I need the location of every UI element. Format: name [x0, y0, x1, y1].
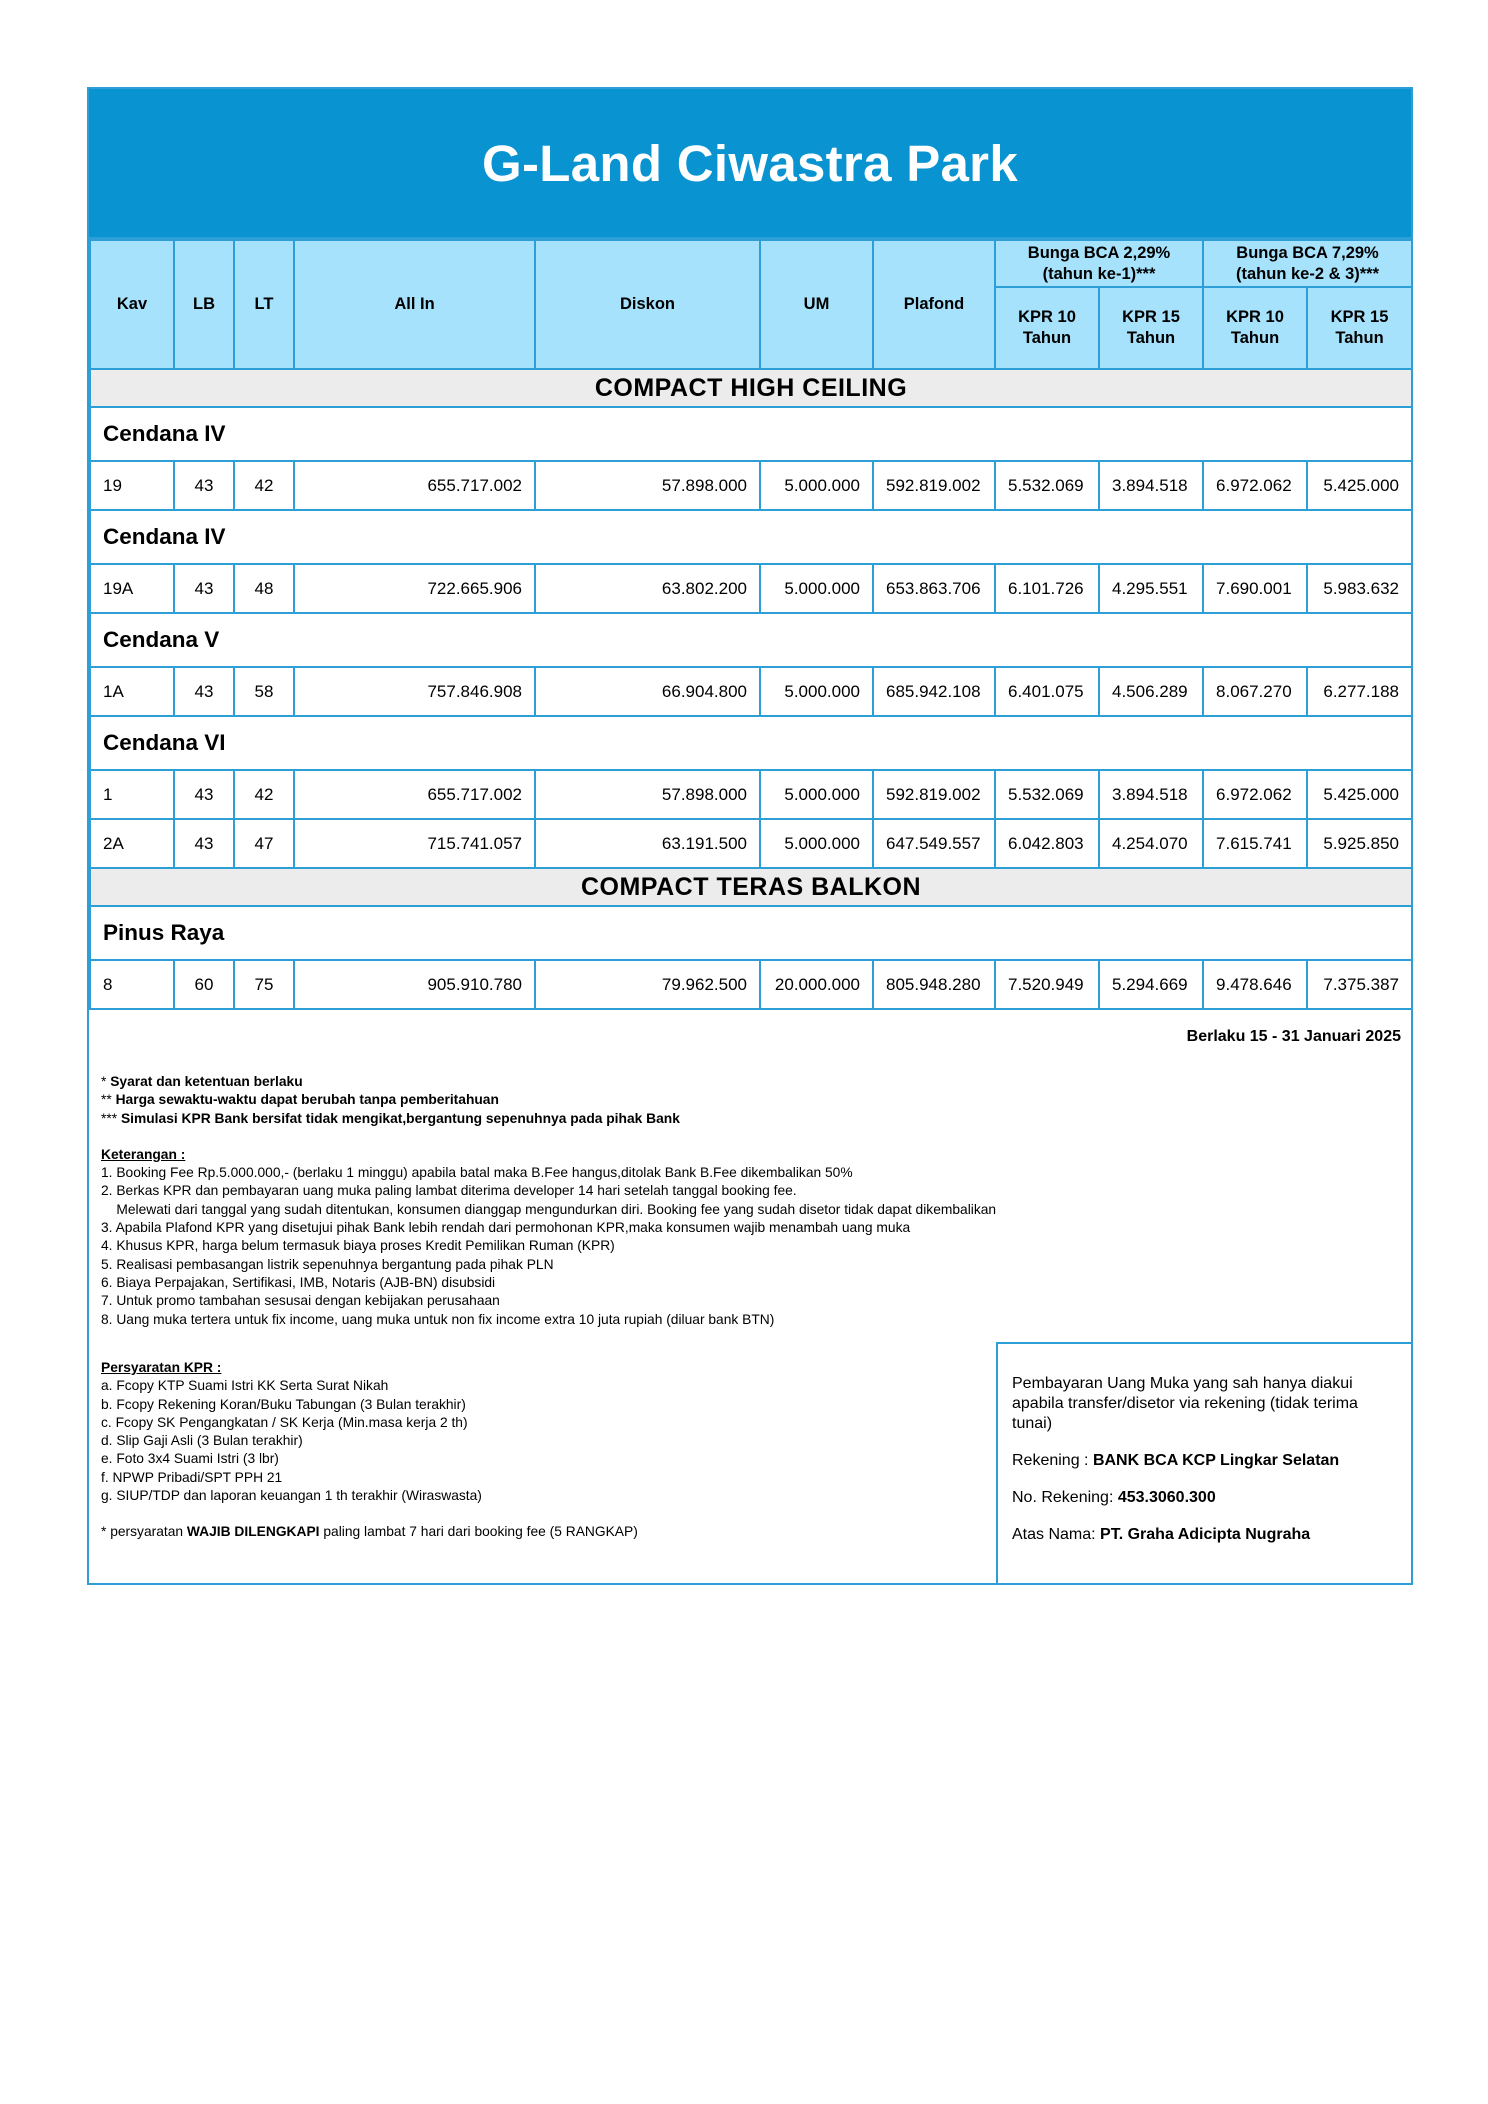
- cluster-row: [90, 906, 1412, 960]
- payment-intro: Pembayaran Uang Muka yang sah hanya diakui apabila transfer/disetor via rekening (tidak terima tunai): [1012, 1375, 1358, 1432]
- cell-diskon: 63.191.500: [535, 819, 760, 868]
- cell-um: 5.000.000: [760, 461, 873, 510]
- payment-bank-label: Rekening :: [1012, 1452, 1093, 1469]
- cell-plafond: 805.948.280: [873, 960, 995, 1009]
- cell-kpr10-a: 7.520.949: [995, 960, 1099, 1009]
- cell-lt: 47: [234, 819, 294, 868]
- header-bunga-2-rate: Bunga BCA 7,29%: [1236, 243, 1379, 262]
- cell-diskon: 57.898.000: [535, 461, 760, 510]
- disclaimer-1: [101, 1073, 1201, 1091]
- header-bunga-1: [995, 240, 1203, 287]
- header-kpr15-a: [1099, 287, 1203, 369]
- cell-kav: 19: [90, 461, 174, 510]
- cell-um: 5.000.000: [760, 564, 873, 613]
- table-row: [90, 819, 1412, 868]
- keterangan-item: 7. Untuk promo tambahan sesusai dengan kebijakan perusahaan: [101, 1293, 500, 1309]
- keterangan-item: 2. Berkas KPR dan pembayaran uang muka paling lambat diterima developer 14 hari setelah tanggal booking fee.: [101, 1183, 797, 1199]
- header-kpr10-a: [995, 287, 1099, 369]
- header-bunga-1-period: (tahun ke-1)***: [1042, 264, 1156, 283]
- cluster-row: [90, 613, 1412, 667]
- cell-kav: 1A: [90, 667, 174, 716]
- cell-lt: 42: [234, 770, 294, 819]
- cell-kpr10-b: 7.615.741: [1203, 819, 1307, 868]
- disclaimer-1-mark: *: [101, 1074, 111, 1089]
- cell-kpr10-b: 6.972.062: [1203, 461, 1307, 510]
- cell-kpr15-a: 5.294.669: [1099, 960, 1203, 1009]
- header-kpr15-a-label: KPR 15: [1122, 308, 1180, 326]
- cell-um: 5.000.000: [760, 819, 873, 868]
- cell-diskon: 57.898.000: [535, 770, 760, 819]
- header-bunga-1-rate: Bunga BCA 2,29%: [1027, 243, 1171, 262]
- cluster-row: [90, 407, 1412, 461]
- cell-lb: 60: [174, 960, 234, 1009]
- persyaratan-item: f. NPWP Pribadi/SPT PPH 21: [101, 1469, 283, 1485]
- keterangan-item: 8. Uang muka tertera untuk fix income, uang muka untuk non fix income extra 10 juta rupiah (diluar bank BTN): [101, 1311, 775, 1327]
- header-diskon: Diskon: [535, 240, 760, 369]
- header-bunga-2-period: (tahun ke-2 & 3)***: [1236, 264, 1380, 283]
- header-kpr10-b: [1203, 287, 1307, 369]
- cell-um: 5.000.000: [760, 770, 873, 819]
- header-kav: Kav: [90, 240, 174, 369]
- keterangan-item: 4. Khusus KPR, harga belum termasuk biaya proses Kredit Pemilikan Ruman (KPR): [101, 1238, 615, 1254]
- disclaimer-3-text: Simulasi KPR Bank bersifat tidak mengikat,bergantung sepenuhnya pada pihak Bank: [120, 1110, 680, 1126]
- section-row: [90, 369, 1412, 407]
- persyaratan-note: [101, 1523, 981, 1541]
- table-row: [90, 461, 1412, 510]
- header-um: UM: [760, 240, 873, 369]
- cell-kpr10-a: 6.101.726: [995, 564, 1099, 613]
- persyaratan-item: b. Fcopy Rekening Koran/Buku Tabungan (3 Bulan terakhir): [101, 1396, 466, 1412]
- cluster-row: [90, 716, 1412, 770]
- header-kpr15-b-unit: Tahun: [1335, 329, 1384, 347]
- cell-plafond: 685.942.108: [873, 667, 995, 716]
- header-kpr10-b-label: KPR 10: [1226, 308, 1284, 326]
- cell-kpr15-b: 5.425.000: [1307, 770, 1412, 819]
- header-kpr10-a-label: KPR 10: [1018, 308, 1076, 326]
- price-table-body: [90, 369, 1412, 1009]
- cell-kpr10-a: 5.532.069: [995, 770, 1099, 819]
- cell-lt: 58: [234, 667, 294, 716]
- cell-kpr10-a: 6.042.803: [995, 819, 1099, 868]
- price-list-sheet: [87, 87, 1413, 1585]
- section-row: [90, 868, 1412, 906]
- cell-all-in: 905.910.780: [294, 960, 535, 1009]
- cell-kpr15-a: 4.254.070: [1099, 819, 1203, 868]
- payment-account-label: No. Rekening:: [1012, 1489, 1118, 1506]
- cell-lb: 43: [174, 564, 234, 613]
- persyaratan-note-bold: WAJIB DILENGKAPI: [186, 1524, 320, 1540]
- header-lb: LB: [174, 240, 234, 369]
- cluster-name: Cendana IV: [90, 510, 1412, 564]
- persyaratan-note-suffix: paling lambat 7 hari dari booking fee (5 RANGKAP): [319, 1524, 638, 1540]
- cell-lt: 48: [234, 564, 294, 613]
- cell-kpr15-b: 6.277.188: [1307, 667, 1412, 716]
- cell-plafond: 653.863.706: [873, 564, 995, 613]
- section-title: COMPACT HIGH CEILING: [90, 369, 1412, 407]
- cell-kpr10-a: 6.401.075: [995, 667, 1099, 716]
- persyaratan-item: c. Fcopy SK Pengangkatan / SK Kerja (Min.masa kerja 2 th): [101, 1414, 468, 1430]
- header-kpr15-b-label: KPR 15: [1330, 308, 1389, 326]
- keterangan-item: 3. Apabila Plafond KPR yang disetujui pihak Bank lebih rendah dari permohonan KPR,maka konsumen wajib menambah uang muka: [101, 1220, 911, 1236]
- cell-um: 5.000.000: [760, 667, 873, 716]
- cell-diskon: 66.904.800: [535, 667, 760, 716]
- cell-lt: 42: [234, 461, 294, 510]
- cell-kpr10-a: 5.532.069: [995, 461, 1099, 510]
- disclaimer-3: [101, 1110, 1201, 1128]
- cell-diskon: 79.962.500: [535, 960, 760, 1009]
- persyaratan-note-prefix: * persyaratan: [101, 1524, 187, 1540]
- persyaratan-item: g. SIUP/TDP dan laporan keuangan 1 th terakhir (Wiraswasta): [101, 1488, 482, 1504]
- persyaratan-item: a. Fcopy KTP Suami Istri KK Serta Surat Nikah: [101, 1378, 389, 1394]
- cell-kav: 1: [90, 770, 174, 819]
- cell-plafond: 647.549.557: [873, 819, 995, 868]
- page-title: G-Land Ciwastra Park: [482, 134, 1018, 192]
- header-kpr15-b: [1307, 287, 1412, 369]
- disclaimer-1-text: Syarat dan ketentuan berlaku: [110, 1074, 303, 1089]
- keterangan-list: [101, 1164, 1201, 1329]
- header-kpr15-a-unit: Tahun: [1126, 329, 1176, 347]
- notes-block: [101, 1073, 1201, 1329]
- cell-kpr10-b: 6.972.062: [1203, 770, 1307, 819]
- cell-diskon: 63.802.200: [535, 564, 760, 613]
- table-row: [90, 667, 1412, 716]
- cell-kav: 2A: [90, 819, 174, 868]
- header-kpr10-a-unit: Tahun: [1022, 329, 1072, 347]
- cell-all-in: 757.846.908: [294, 667, 535, 716]
- table-row: [90, 564, 1412, 613]
- cell-all-in: 655.717.002: [294, 461, 535, 510]
- table-row: [90, 770, 1412, 819]
- cell-kpr15-b: 7.375.387: [1307, 960, 1412, 1009]
- cell-kpr10-b: 8.067.270: [1203, 667, 1307, 716]
- cell-kpr15-b: 5.425.000: [1307, 461, 1412, 510]
- header-lt: LT: [234, 240, 294, 369]
- cluster-name: Cendana VI: [90, 716, 1412, 770]
- cluster-row: [90, 510, 1412, 564]
- cluster-name: Pinus Raya: [90, 906, 1412, 960]
- keterangan-item: 6. Biaya Perpajakan, Sertifikasi, IMB, Notaris (AJB-BN) disubsidi: [101, 1274, 496, 1290]
- cluster-name: Cendana IV: [90, 407, 1412, 461]
- keterangan-heading: Keterangan :: [101, 1146, 186, 1162]
- cell-kpr15-a: 3.894.518: [1099, 770, 1203, 819]
- title-bar: [89, 89, 1411, 239]
- payment-bank-value: BANK BCA KCP Lingkar Selatan: [1092, 1452, 1340, 1469]
- cell-kpr15-b: 5.925.850: [1307, 819, 1412, 868]
- validity-period: Berlaku 15 - 31 Januari 2025: [1186, 1028, 1401, 1045]
- header-all-in: All In: [294, 240, 535, 369]
- spacer: [101, 1128, 1201, 1146]
- price-table: [89, 239, 1413, 1010]
- keterangan-item: Melewati dari tanggal yang sudah ditentukan, konsumen dianggap mengundurkan diri. Booking fee yang sudah disetor tidak dapat dikembalikan: [101, 1201, 997, 1217]
- payment-holder-value: PT. Graha Adicipta Nugraha: [1100, 1526, 1311, 1543]
- payment-account-value: 453.3060.300: [1117, 1489, 1216, 1506]
- disclaimer-2-mark: **: [101, 1092, 116, 1108]
- disclaimer-2-text: Harga sewaktu-waktu dapat berubah tanpa pemberitahuan: [115, 1092, 499, 1108]
- payment-bank: [1012, 1451, 1399, 1471]
- cell-kav: 8: [90, 960, 174, 1009]
- cell-all-in: 715.741.057: [294, 819, 535, 868]
- header-plafond: Plafond: [873, 240, 995, 369]
- cell-plafond: 592.819.002: [873, 770, 995, 819]
- cell-lb: 43: [174, 770, 234, 819]
- cell-all-in: 722.665.906: [294, 564, 535, 613]
- cell-lb: 43: [174, 667, 234, 716]
- cell-kav: 19A: [90, 564, 174, 613]
- spacer: [101, 1505, 981, 1523]
- persyaratan-list: [101, 1377, 981, 1505]
- cell-all-in: 655.717.002: [294, 770, 535, 819]
- cell-plafond: 592.819.002: [873, 461, 995, 510]
- disclaimer-2: [101, 1091, 1201, 1109]
- persyaratan-heading: Persyaratan KPR :: [101, 1360, 222, 1375]
- section-title: COMPACT TERAS BALKON: [90, 868, 1412, 906]
- cell-lb: 43: [174, 461, 234, 510]
- cell-lt: 75: [234, 960, 294, 1009]
- persyaratan-item: e. Foto 3x4 Suami Istri (3 lbr): [101, 1451, 279, 1467]
- payment-holder: [1012, 1525, 1399, 1545]
- cell-kpr15-a: 3.894.518: [1099, 461, 1203, 510]
- payment-holder-label: Atas Nama:: [1012, 1526, 1101, 1543]
- cluster-name: Cendana V: [90, 613, 1412, 667]
- payment-info-box: [996, 1342, 1413, 1585]
- payment-account: [1012, 1488, 1399, 1508]
- cell-lb: 43: [174, 819, 234, 868]
- header-bunga-2: [1203, 240, 1412, 287]
- cell-kpr15-b: 5.983.632: [1307, 564, 1412, 613]
- cell-kpr15-a: 4.506.289: [1099, 667, 1203, 716]
- cell-kpr10-b: 7.690.001: [1203, 564, 1307, 613]
- header-kpr10-b-unit: Tahun: [1230, 329, 1280, 347]
- cell-kpr15-a: 4.295.551: [1099, 564, 1203, 613]
- keterangan-item: 1. Booking Fee Rp.5.000.000,- (berlaku 1 minggu) apabila batal maka B.Fee hangus,ditolak Bank B.Fee dikembalikan 50%: [101, 1165, 853, 1181]
- persyaratan-block: [101, 1359, 981, 1542]
- cell-um: 20.000.000: [760, 960, 873, 1009]
- keterangan-item: 5. Realisasi pembasangan listrik sepenuhnya bergantung pada pihak PLN: [101, 1256, 554, 1272]
- table-row: [90, 960, 1412, 1009]
- persyaratan-item: d. Slip Gaji Asli (3 Bulan terakhir): [101, 1433, 303, 1449]
- disclaimer-3-mark: ***: [101, 1110, 121, 1126]
- cell-kpr10-b: 9.478.646: [1203, 960, 1307, 1009]
